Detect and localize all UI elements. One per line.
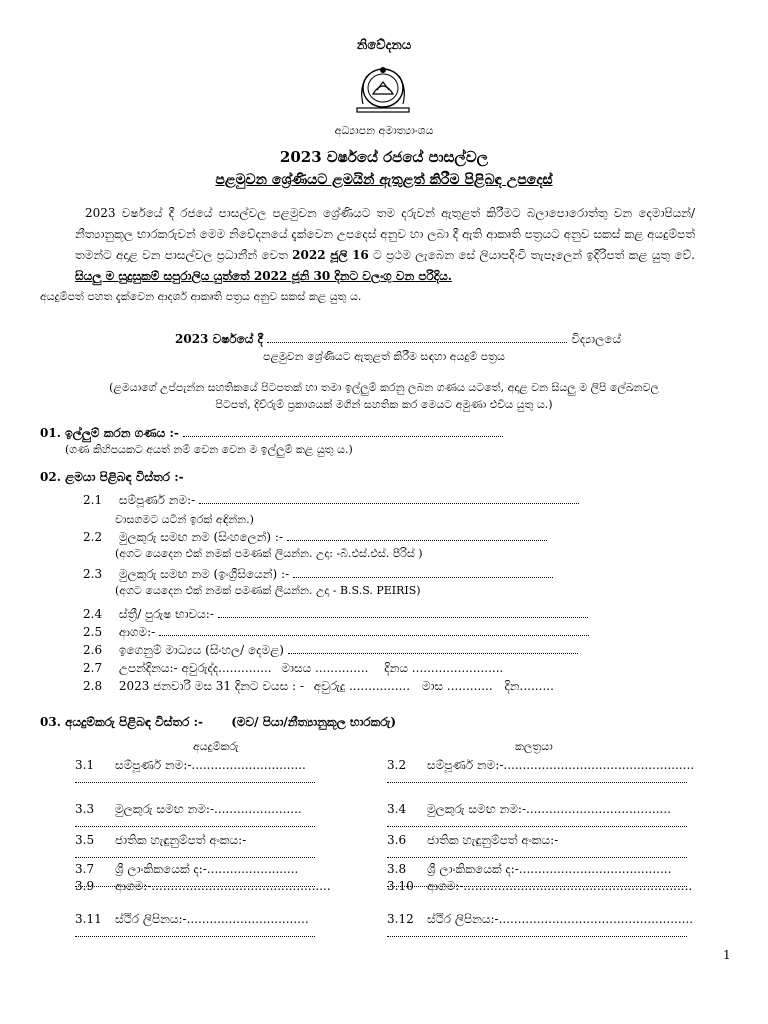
applicant-field-left [75,879,331,894]
field-number: 2.5 [83,625,103,639]
field-number: 3.5 [75,833,95,847]
applicant-field-left [75,758,306,773]
field-label: ඉගෙනුම් මාධ්‍යය (සිංහල/ දෙමළ) [118,643,284,657]
age-days: දින......... [504,679,554,693]
field-number: 3.11 [75,912,102,926]
form-year: 2023 වර්ෂයේ දී [175,332,263,346]
field-2-6 [83,643,578,658]
field-number: 3.4 [387,802,407,816]
government-emblem-icon [355,64,411,114]
field-label: මුලකුරු සමඟ නම (සිංහලෙන්) :- [118,530,284,544]
field-blank [287,530,547,541]
section-01-number: 01. [40,426,61,440]
applicant-field-left [75,802,302,817]
field-2-4 [83,607,588,622]
field-continuation-blank [387,847,687,858]
intro-paragraph [75,203,695,287]
section-03-subtitle: (මව/ පියා/නීත්‍යානුකූල භාරකරු) [231,715,397,729]
field-blank [199,493,579,504]
school-suffix: විද්‍යාලයේ [571,332,622,346]
applicant-field-left [75,833,246,848]
title-line-2: පළමුවන ශ්‍රේණියට ළමයින් ඇතුළත් කිරීම පිළිබඳ උපදෙස් [215,172,553,188]
section-01-note: (ගණ කිහිපයකට අයත් නම් වෙන වෙන ම ඉල්ලුම් කළ යුතු ය.) [65,443,353,456]
field-number: 3.12 [387,912,414,926]
age-years: අවුරුදු ................ [313,679,411,693]
field-2-1-note: වාසගමට යටින් ඉරක් අඳින්න.) [115,513,254,526]
field-label: ආගම:-............................................................ [427,879,693,893]
field-label: සම්පූර්ණ නම:-.................................................. [427,758,695,772]
field-number: 3.8 [387,862,407,876]
dob-day: දිනය ........................ [384,661,504,675]
field-blank [288,643,578,654]
field-label: ශ්‍රී ලාංකිකයෙක් ද:-........................ [115,862,299,876]
form-subtitle: පළමුවන ශ්‍රේණියට ඇතුළත් කිරීම සඳහා අයදුම් පත්‍රය [263,350,505,363]
school-name-blank [267,332,567,343]
field-number: 3.2 [387,758,407,772]
field-continuation-blank [75,816,315,827]
applicant-field-right [387,758,694,773]
field-number: 3.1 [75,758,95,772]
field-label: මුලකුරු සමඟ නම:-....................... [115,802,302,816]
section-01-heading [40,426,503,441]
field-number: 2.8 [83,679,103,693]
intro-text-b: ට ප්‍රථම ලැබෙන සේ ලියාපදිංචි තැපෑලෙන් ඉදිරිපත් කළ යුතු වේ. [373,248,695,262]
dob-month: මාසය .............. [281,661,369,675]
field-number: 3.6 [387,833,407,847]
applicant-field-left [75,912,309,927]
applicant-field-right [387,879,692,894]
field-number: 2.6 [83,643,103,657]
field-label: මුලකුරු සමඟ නම:-...................................... [427,802,671,816]
field-number: 2.1 [83,493,103,507]
section-02-number: 02. [40,470,61,484]
field-2-5 [83,625,589,640]
field-continuation-blank [387,926,687,937]
form-note-1: (ළමයාගේ උප්පැන්න සහතිකයේ පිටපතක් හා තමා ඉල්ලුම් කරනු ලබන ගණය යටතේ, අදාළ වන සියලු ම ලිපි ලේඛනවල [109,381,659,394]
field-number: 3.3 [75,802,95,816]
intro-text-a: 2023 වර්ෂයේ දී රජයේ පාසල්වල පළමුවන ශ්‍රේණියට තම දරුවන් ඇතුළත් කිරීමට බලාපොරොත්තු වන දෙමාපියන්/නීත්‍යානුකූල භාරකරුවන් මෙම නිවේදනයේ දැක්වෙන උපදෙස් අනුව හා ලබා දී ඇති ආකෘති පත්‍රයට අනුව සකස් කළ අයදුම්පත් තමන්ට අදාළ වන පාසල්වල ප්‍රධානීන් වෙත [75,206,695,262]
field-number: 2.4 [83,607,103,621]
applicant-field-left [75,862,298,877]
field-continuation-blank [387,772,687,783]
field-blank [218,607,588,618]
field-continuation-blank [387,816,687,827]
field-label: ස්ත්‍රී/ පුරුෂ භාවය:- [118,607,214,621]
form-instruction: අයදුම්පත් පහත දැක්වෙන ආදර්ශ ආකෘති පත්‍රය අනුව සකස් කළ යුතු ය. [40,290,362,303]
form-school-line [175,332,621,347]
field-2-3 [83,567,553,582]
section-03-label: අයදුම්කරු පිළිබඳ විස්තර :- [65,715,204,729]
field-label: ස්ථිර ලිපිනය:-................................ [115,912,309,926]
field-blank [159,625,589,636]
field-number: 2.2 [83,530,103,544]
field-number: 3.10 [387,879,414,893]
field-2-2-note: (අගට යෙදෙන එක් නමක් පමණක් ලියන්න. උදා: -බී.එස්.එස්. පීරිස් ) [115,547,423,560]
eligibility-note: සියලු ම සුදුසුකම් සපුරාලිය යුත්තේ 2022 ජූනි 30 දිනට වලංගු වන පරිදිය. [75,269,452,283]
field-label: සම්පූර්ණ නම:-.............................. [115,758,306,772]
applicant-field-right [387,833,558,848]
applicant-field-right [387,862,671,877]
field-continuation-blank [75,772,315,783]
applicant-field-right [387,802,671,817]
field-label: ශ්‍රී ලාංකිකයෙක් ද:-........................................ [427,862,672,876]
field-label: ජාතික හැඳුනුම්පත් අංකය:- [427,833,559,847]
field-2-1 [83,493,579,508]
field-2-3-note: (අගට යෙදෙන එක් නමක් පමණක් ලියන්න. උදා - B.S.S. PEIRIS) [115,584,421,597]
field-number: 3.9 [75,879,95,893]
section-03-number: 03. [40,715,61,729]
form-note-2: පිටපත්, දිව්රුම් ප්‍රකාශයක් මගින් සහතික කර මෙයට අමුණා එවිය යුතු ය.) [215,398,553,411]
dob-year: උපන්දිනය:- අවුරුද්ද.............. [118,661,272,675]
field-label: ආගම:-............................................... [115,879,331,893]
field-label: ජාතික හැඳුනුම්පත් අංකය:- [115,833,247,847]
field-number: 2.3 [83,567,103,581]
ministry-name: අධ්‍යාපන අමාත්‍යාංශය [334,124,434,137]
field-blank [293,567,553,578]
title-line-1: 2023 වර්ෂයේ රජයේ පාසල්වල [279,148,489,166]
section-03-heading [40,715,396,730]
field-number: 2.7 [83,661,103,675]
field-2-7 [83,661,503,676]
field-continuation-blank [75,926,315,937]
section-02-heading [40,470,184,485]
notice-heading: නිවේදනය [356,38,412,53]
section-01-label: ඉල්ලුම් කරන ගණය :- [65,426,179,440]
field-continuation-blank [75,847,315,858]
deadline-date: 2022 ජූලි 16 [292,248,369,262]
field-label: ස්ථිර ලිපිනය:-................................................... [427,912,694,926]
field-2-8 [83,679,554,694]
section-02-label: ළමයා පිළිබඳ විස්තර :- [65,470,184,484]
age-months: මාස ............ [421,679,493,693]
field-number: 3.7 [75,862,95,876]
applicant-column-header: අයදුම්කරු [193,740,239,753]
field-label: සම්පූර්ණ නම:- [118,493,196,507]
field-label: මුලකුරු සමඟ නම (ඉංග්‍රීසියෙන්) :- [118,567,290,581]
spouse-column-header: කලත්‍රයා [515,740,553,753]
field-2-2 [83,530,547,545]
field-label: ආගම:- [118,625,156,639]
applicant-field-right [387,912,693,927]
category-blank [183,426,503,437]
page-number: 1 [723,948,731,962]
age-label: 2023 ජනවාරි මස 31 දිනට වයස : - [118,679,304,693]
